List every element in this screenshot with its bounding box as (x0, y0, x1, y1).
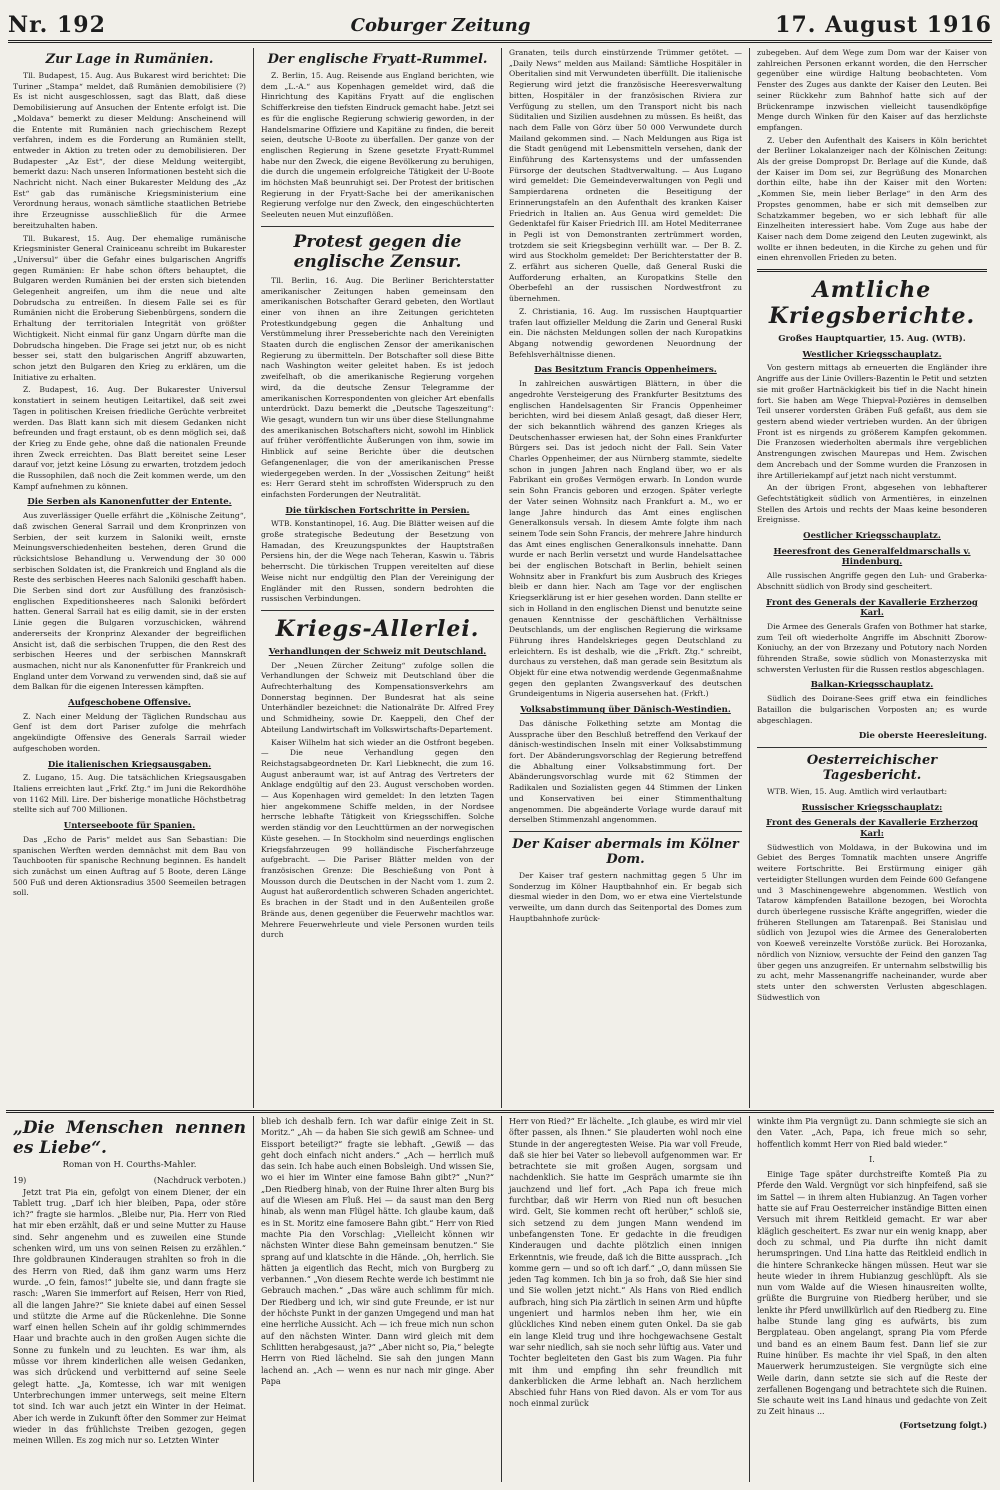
article-text: Die Armee des Generals Grafen von Bothmer hat starke, zum Teil oft wiederholte Angriffe im Abschnitt Zborow-Koniuchy, an der von Brzezany und Potutory nach Norden führenden Straße, sowie südlich von Monasterzyska mit schwersten Verlusten für die Russen restlos abgeschlagen. (757, 621, 987, 674)
serial-column-2 (254, 1116, 502, 1482)
article-text: Der „Neuen Zürcher Zeitung“ zufolge sollen die Verhandlungen der Schweiz mit Deutschland über die Aufrechterhaltung des Kompensationsverkehrs am Donnerstag beginnen. Der Bundesrat hat als seine Unterhändler bezeichnet: die Nationalräte Dr. Alfred Frey und Schmidheiny, sowie Dr. Kaeppeli, den Chef der Abteilung Landwirtschaft im Volkswirtschafts-Departement. (261, 660, 494, 734)
subheading: Front des Generals der Kavallerie Erzherzog Karl. (766, 597, 978, 619)
headline-oesterreichischer-tagesbericht: Oesterreichischer Tagesbericht. (806, 752, 938, 783)
subheading: Westlicher Kriegsschauplatz. (802, 349, 942, 360)
article-text: Das dänische Folkething setzte am Montag die Aussprache über den Beschluß betreffend den Verkauf der dänisch-westindischen Inseln mit einer Volksabstimmung fort. Der Abänderungsvorschlag der Regierung betreffend die Abhaltung einer Volksabstimmung fort. Der Abänderungsvorschlag wurde mit 62 Stimmen der Radikalen und Sozialisten gegen 44 Stimmen der Linken und Konservativen bei einer Stimmenthaltung angenommen. Die abgeänderte Vorlage wurde darauf mit derselben Stimmenzahl angenommen. (509, 718, 742, 825)
subheading: Volksabstimmung über Dänisch-Westindien. (520, 705, 731, 716)
article-text: Z. Christiania, 16. Aug. Im russischen Hauptquartier trafen laut offizieller Meldung die Zarin und General Ruski ein. Die nächsten Meldungen sollen der nach Kuropatkins Abgang notwendig gewordenen Neuordnung der Befehlsverhältnisse dienen. (509, 306, 742, 359)
headline-kaiser-dom: Der Kaiser abermals im Kölner Dom. (512, 836, 739, 867)
serial-number: 19) (13, 1176, 27, 1186)
headline-romania: Zur Lage in Rumänien. (45, 52, 214, 67)
feuilleton-divider (6, 1110, 994, 1113)
article-text: WTB. Konstantinopel, 16. Aug. Die Blätter weisen auf die große strategische Bedeutung der Besetzung von Hamadan, des Kreuzungspunktes der Hauptstraßen Persiens hin, der die Wege nach Teheran, Kaswin u. Täbris beherrscht. Die türkischen Truppen vereitelten auf diese Weise nicht nur endgültig den Plan der Vereinigung der Engländer mit den Russen, sondern bedrohten die russischen Verbindungen. (261, 519, 494, 604)
article-text: Z. Budapest, 16. Aug. Der Bukarester Universul konstatiert in seinem heutigen Leitartikel, daß seit zwei Tagen in politischen Kreisen friedliche Gerüchte verbreitet werden. Das Blatt kann sich mit diesem Gedanken nicht befreunden und fragt erstaunt, ob es denn möglich sei, daß der Krieg zu Ende gehe, ohne daß die nationalen Freunde ihren Zweck erreichten. Das Blatt bereitet seine Leser darauf vor, jetzt keine Lösung zu erwarten, trotzdem jedoch die Russophilen, daß noch die Zeit kommen werde, um den Kampf aufnehmen zu können. (13, 385, 246, 491)
subheading: Unterseeboote für Spanien. (63, 821, 196, 832)
serial-text: Einige Tage später durchstreifte Komteß Pia zu Pferde den Wald. Vergnügt vor sich hinpfeifend, saß sie im Sattel — in ihrem alten Hubianzug. An Tagen vorher hatte sie auf Frau Oesterreicher inständige Bitten einen Versuch mit ihrem Reitkleid gemacht. Er war aber kläglich gescheitert. Es zwar nur ein wenig knapp, aber doch zu schmal, und Pia durfte ihn nicht damit herumspringen. Und Lina hatte das Reitkleid endlich in die hintere Schrankecke hängen müssen. Heut war sie heute wieder in ihrem Hubianzug geschlüpft. Als sie nun vom Walde auf die Wiesen hinausreiten wollte, grüßte die Burgruine von Riedberg herüber, und sie lenkte ihr Pferd unwillkürlich auf den Riedberg zu. Eine halbe Stunde lang ging es aufwärts, bis zum Bergplateau. Oben angelangt, sprang Pia vom Pferde und band es an einem Baum fest. Dann lief sie zur Ruine hinüber. Es machte ihr viel Spaß, in den alten Mauerwerk herumzusteigen. Sie vergnügte sich eine Weile darin, dann setzte sie sich auf die Reste der zerfallenen Bogengang und betrachtete sich die Ruinen. Sie schaute weit ins Land hinaus und gedachte von Zeit zu Zeit hinaus ... (757, 1170, 987, 1417)
headline-kriegs-allerlei: Kriegs-Allerlei. (275, 615, 480, 642)
article-text: Z. Lugano, 15. Aug. Die tatsächlichen Kriegsausgaben Italiens erreichten laut „Frkf. Ztg.“ im Juni die Rekordhöhe von 1162 Mill. Lire. Der bisherige monatliche Höchstbetrag stellte sich auf 700 Millionen. (13, 773, 246, 815)
article-text: Alle russischen Angriffe gegen den Luh- und Graberka-Abschnitt südlich von Brody sind gescheitert. (757, 571, 987, 591)
article-text: Z. Ueber den Aufenthalt des Kaisers in Köln berichtet der Berliner Lokalanzeiger nach der Kölnischen Zeitung: Als der greise Dompropst Dr. Berlage auf die Kunde, daß der Kaiser im Dom sei, zur Begrüßung des Monarchen dorthin eilte, habe ihn der Kaiser mit den Worten: „Kommen Sie, mein lieber Berlage“ in den Arm des Propstes genommen, habe er sich mit demselben zur Schatzkammer begeben, wo er sich lebhaft für alle Einzelheiten interessiert habe. Vom Zuge aus habe der Kaiser nach dem Dome zeigend den Leuten zugewinkt, als wollte er ihnen bedeuten, in die Kirche zu gehen und für einen ehrenvollen Frieden zu beten. (757, 135, 987, 263)
issue-number: Nr. 192 (8, 12, 106, 38)
copyright-note: (Nachdruck verboten.) (153, 1176, 246, 1186)
article-text: In zahlreichen auswärtigen Blättern, in über die angedrohte Versteigerung des Frankfurter Besitztums des englischen Handelsagenten Sir Francis Oppenheimer berichten, wird bei diesem Anlaß gesagt, daß dieser Herr, der sich bekanntlich während des ganzen Krieges als Deutschenhasser erwiesen hat, der Sohn eines Frankfurter Bürgers sei. Das ist jedoch nicht der Fall. Sein Vater Charles Oppenheimer, der aus Nürnberg stammte, siedelte schon in jungen Jahren nach England über, wo er als Fabrikant ein großes Vermögen erwarb. In London wurde sein Sohn Francis geboren und erzogen. Später verlegte der Vater seinen Wohnsitz nach Frankfurt a. M., wo er lange Jahre hindurch das Amt eines englischen Generalkonsuls versah. In diesem Amte folgte ihm nach seinem Tode sein Sohn Francis, der mehrere Jahre hindurch das Amt eines englischen Generalkonsuls innehatte. Dann wurde er nach Berlin versetzt und wurde Handelsattachee bei der englischen Botschaft in Berlin, behielt seinen Wohnsitz aber in Frankfurt bis zum Ausbruch des Krieges bleib er dann hier. Nach am Tage vor der englischen Kriegserklärung ist er hier gesehen worden. Dann stellte er sich in Holland in den englischen Dienst und benutzte seine genauen Kenntnisse der geschäftlichen Verhältnisse Deutschlands, um der englischen Regierung die wirksame Führung ihres Handelskrieges gegen Deutschland zu erleichtern. Es ist deshalb, wie die „Frkft. Ztg.“ schreibt, durchaus zu verstehen, daß man gerade sein Besitztum als Objekt für eine etwa notwendig werdende Gegenmaßnahme gegen den geplanten Zwangsverkauf des deutschen Grundeigentums in Nigeria ausersehen hat. (Frkft.) (509, 379, 742, 699)
serial-meta (13, 1175, 246, 1186)
article-text: WTB. Wien, 15. Aug. Amtlich wird verlautbart: (767, 786, 948, 796)
divider (757, 269, 987, 272)
column-3 (502, 48, 750, 1108)
article-text: An der übrigen Front, abgesehen von lebhafterer Gefechtstätigkeit südlich von Armentières, in einzelnen Stellen des Artois und rechts der Maas keine besonderen Ereignisse. (757, 483, 987, 525)
serial-text: blieb ich deshalb fern. Ich war dafür einige Zeit in St. Moritz.“ „Ah — da haben Sie sich gewiß am Schnee- und Eissport beteiligt?“ fragte sie lebhaft. „Gewiß — das geht doch einfach nicht anders.“ „Ach — herrlich muß das sein. Ich habe auch einen Bobsleigh. Und wissen Sie, wo ei hier im Winter eine famose Bahn gibt?“ „Nun?“ „Den Riedberg hinab, von der Ruine Ihrer alten Burg bis auf die Wiesen am Fluß. Hei — da saust man den Berg hinab, als wenn man Flügel hätte. Ich glaube kaum, daß es in St. Moritz eine famosere Bahn gibt.“ Herr von Ried machte Pia den Vorschlag: „Vielleicht können wir nächsten Winter diese Bahn gemeinsam benutzen.“ Sie sprang auf und klatschte in die Hände. „Oh, herrlich. Sie hätten ja eigentlich das Recht, mich von Burgberg zu verbannen.“ „Von diesem Rechte werde ich bestimmt nie Gebrauch machen.“ „Das wäre auch schlimm für mich. Der Riedberg und ich, wir sind gute Freunde, er ist nur der höchste Punkt in der ganzen Umgegend und man hat eine herrliche Aussicht. Ach — ich freue mich nun schon auf den nächsten Winter. Dann wird gleich mit dem Schlitten herabgesaust, ja?“ „Aber nicht so, Pia,“ belegte Herrn von Ried lächelnd. Sie sah den jungen Mann lachend an. „Ach — wenn es nur nach mir ginge. Aber Papa (261, 1117, 494, 1386)
article-text: Z. Berlin, 15. Aug. Reisende aus England berichten, wie dem „L.-A.“ aus Kopenhagen gemeldet wird, daß die Hinrichtung des Kapitäns Fryatt auf die englischen Schifferkreise den tiefsten Eindruck gemacht habe. Jetzt sei es für die englische Regierung schwierig geworden, in der Handelsmarine Offiziere und Kapitäne zu finden, die bereit seien, deutsche U-Boote zu überfallen. Der ganze von der englischen Regierung in Szene gesetzte Fryatt-Rummel habe nur den Zweck, die eigene Bevölkerung zu beruhigen, die durch die ungemein erfolgreiche Tätigkeit der U-Boote im höchsten Maß beunruhigt sei. Der Protest der britischen Regierung in der Fryatt-Sache bei der amerikanischen Regierung verfolge nur den Zweck, den eingeschüchterten Seeleuten neuen Mut einzuflößen. (261, 71, 494, 220)
subheading: Balkan-Kriegsschauplatz. (810, 680, 934, 691)
chapter-number: I. (869, 1154, 875, 1164)
subheading: Heeresfront des Generalfeldmarschalls v. Hindenburg. (773, 546, 971, 568)
serial-column-3 (502, 1116, 750, 1482)
serial-text: Herr von Ried?“ Er lächelte. „Ich glaube, es wird mir viel öfter passen, als Ihnen.“ Sie plauderten wohl noch eine Stunde in der angeregtesten Weise. Pia war voll Freude, daß sie hier bei Vater so liebevoll aufgenommen war. Er betrachtete sie mit großen Augen, sorgsam und nachdenklich. Sie hatte im Gespräch umarmte sie ihn jauchzend und lief fort. „Ach Papa ich freue mich furchtbar, daß wir Herrn von Ried nun oft besuchen wird. Gelt, Sie kommen recht oft herüber,“ schloß sie, sich setzend zu dem jungen Mann wendend im unbefangensten Tone. Er gedachte in die freudigen Kinderaugen und dachte plötzlich einen innigen Erkenntnis, wie freude, daß ich die Bitte aussprach. „Ich komme gern — und so oft ich darf.“ „O, dann müssen Sie jeden Tag kommen. Ich bin ja so froh, daß Sie hier sind und Sie wollen jetzt nicht.“ Als Hans von Ried endlich aufbrach, hing sich Pia zärtlich in seinen Arm und hüpfte ungeniert und harmlos neben ihm her, wie ein glückliches Kind neben einem guten Onkel. Da sie gab ein lange Kleid trug und ihre hochgewachsene Gestalt war sehr niedlich, sah sie noch sehr lüftig aus. Vater und Tochter begleiteten den Gast bis zum Wagen. Pia fuhr mit ihm und empfing ihn sehr freundlich mit dankerblicken die Arme lebhaft an. Nach herzlichem Abschied fuhr Hans von Ried davon. Als er vom Tor aus noch einmal zurück (509, 1117, 742, 1409)
headline-censorship: Protest gegen die englische Zensur. (293, 231, 462, 272)
serial-column-4 (750, 1116, 994, 1482)
continuation-note: (Fortsetzung folgt.) (899, 1419, 987, 1430)
article-text: Tll. Budapest, 15. Aug. Aus Bukarest wird berichtet: Die Turiner „Stampa“ meldet, daß Rumänien demobilisiere (?) Es ist nicht ausgeschlossen, sagt das Blatt, daß diese Demobilisierung auf Ansuchen der Entente erfolgt ist. Die „Moldava“ bemerkt zu dieser Meldung: Anscheinend will die Entente mit Rumänien nach griechischem Rezept verfahren, indem es die Forderung an Rumänien stellt, entweder in Aktion zu treten oder zu demobilisieren. Der Budapester „Az Est“, der diese Meldung weitergibt, bemerkt dazu: Nach unseren Informationen besteht sich die Nachricht nicht. Nach einer Bukarester Meldung des „Az Est“ gab das rumänische Kriegsministerium eine Verordnung heraus, wonach sämtliche staatlichen Betriebe ihre Erzeugnisse ausschließlich für die Armee bereitzuhalten haben. (13, 71, 246, 230)
masthead (8, 10, 992, 43)
signature: Die oberste Heeresleitung. (858, 731, 987, 742)
article-text: Südlich des Doirane-Sees griff etwa ein feindliches Bataillon die bulgarischen Vorposten an; es wurde abgeschlagen. (757, 694, 987, 725)
feuilleton-section (6, 1116, 994, 1482)
article-text: Von gestern mittags ab erneuerten die Engländer ihre Angriffe aus der Linie Ovillers-Bazentin le Petit und setzten sie mit großer Hartnäckigkeit bis tief in die Nacht hinein fort. Sie haben am Wege Thiepval-Pozières in demselben Teil unserer vordersten Gräben Fuß gefaßt, aus dem sie gestern abend wieder vertrieben wurden. An der übrigen Front ist es nirgends zu größerem Kampfen gekommen. Die Franzosen wiederholten abermals ihre vergeblichen Anstrengungen zwischen Maurepas und Hem. Zwischen dem Ancrebach und der Somme wurden die Franzosen in ihre Artilleriekampf auf jetzt nach nicht verstummt. (757, 363, 987, 480)
subheading: Aufgeschobene Offensive. (68, 698, 191, 709)
article-text: Aus zuverlässiger Quelle erfährt die „Kölnische Zeitung“, daß zwischen General Sarrail und dem Kronprinzen von Serbien, der seit kurzem in Saloniki weilt, ernste Meinungsverschiedenheiten bestehen, deren Grund die rücksichtslose Behandlung u. Verwendung der 30 000 serbischen Soldaten ist, die Frankreich und England als die Reste des serbischen Heeres nach Saloniki geschafft haben. Die Serben sind dort zur Ausfüllung des französisch-englischen Expeditionsheeres nach Saloniki befördert hatten. General Sarrail hat es eilig damit, sie in der ersten Linie gegen die Bulgaren vorzuschicken, während andererseits der Kronprinz Alexander der begreiflichen Ansicht ist, daß die serbischen Truppen, die den Rest des serbischen Heeres und der serbischen Mannskraft ausmachen, nicht nur als Kanonenfutter für Frankreich und England unter dem Vorwand zu verwenden sind, daß sie auf dem Balkan für die eigenen Interessen kämpften. (13, 511, 246, 692)
subheading: Russischer Kriegsschauplatz: (801, 802, 943, 813)
headline-fryatt: Der englische Fryatt-Rummel. (267, 52, 488, 67)
article-text: Der Kaiser traf gestern nachmittag gegen 5 Uhr im Sonderzug im Kölner Hauptbahnhof ein. Er begab sich diesmal wieder in den Dom, wo er etwa eine Viertelstunde verweilte, um dann durch das Seitenportal des Domes zum Hauptbahnhofe zurück- (509, 870, 742, 923)
subheading: Die italienischen Kriegsausgaben. (47, 759, 212, 770)
serial-text: winkte ihm Pia vergnügt zu. Dann schmiegte sie sich an den Vater. „Ach, Papa, ich freue mich so sehr, hoffentlich kommt Herr von Ried bald wieder.“ (757, 1117, 987, 1149)
subheading: Die Serben als Kanonenfutter der Entente. (27, 497, 232, 508)
article-text: Z. Nach einer Meldung der Täglichen Rundschau aus Genf ist dem dort Pariser zufolge die mehrfach angekündigte Offensive des Generals Sarrail wieder aufgeschoben worden. (13, 711, 246, 753)
article-text: zubegeben. Auf dem Wege zum Dom war der Kaiser von zahlreichen Personen erkannt worden, die den Herrscher gegenüber eine würdige Haltung beobachteten. Vom Fenster des Zuges aus dankte der Kaiser den Leuten. Bei seiner Rückkehr zum Bahnhof hatte sich auf der Brückenrampe inzwischen vielleicht tausendköpfige Menge durch Winken für den Kaiser auf das herzlichste empfangen. (757, 48, 987, 132)
article-text: Granaten, teils durch einstürzende Trümmer getötet. — „Daily News“ melden aus Mailand: Sämtliche Hospitäler in Oberitalien sind mit Verwundeten überfüllt. Die italienische Regierung wird jetzt die französische Heeresverwaltung bitten, Hospitäler in der französischen Riviera zur Verfügung zu stellen, um den Transport nicht bis nach Süditalien und Sizilien ausdehnen zu müssen. Es heißt, das nach dem Falle von Görz über 50 000 Verwundete durch Mailand gekommen sind. — Nach Meldungen aus Riga ist die Stadt genügend mit Lebensmitteln versehen, dank der Einführung des Kartensystems und der umfassenden Fürsorge der deutschen Stadtverwaltung. — Aus Lugano wird gemeldet: Die Gemeindeverwaltungen von Pegli und Sampierdarena ordneten die Beseitigung der Erinnerungstafeln an den Aufenthalt des kranken Kaiser Friedrich in Italien an. Aus Genua wird gemeldet: Die Gedenktafel für Kaiser Friedrich III. am Hotel Mediterranee in Pegli ist von Demonstranten zertrümmert worden, trotzdem sie seit Kriegsbeginn verhüllt war. — Der B. Z. wird aus Stockholm gemeldet: Der Berichterstatter der B. Z. erfährt aus sicheren Quelle, daß General Ruski die Aufforderung erhalten, an Kuropatkins Stelle den Oberbefehl an der russischen Nordwestfront zu übernehmen. (509, 48, 742, 304)
divider (261, 610, 494, 611)
serial-title: „Die Menschen nennen es Liebe“. (13, 1118, 246, 1158)
headline-amtliche-kriegsberichte: Amtliche Kriegsberichte. (768, 277, 976, 330)
issue-date: 17. August 1916 (775, 12, 992, 38)
article-text: Tll. Berlin, 16. Aug. Die Berliner Berichterstatter amerikanischer Zeitungen haben gemeinsam den amerikanischen Botschafter Gerard gebeten, den Wortlaut einer von ihnen an ihre Zeitungen gerichteten Protestkundgebung gegen die Anhaltung und Verstümmelung ihrer Presseberichte nach den Vereinigten Staaten durch die englischen Zensor der amerikanischen Regierung zu übermitteln. Der Botschafter soll diese Bitte nach Washington weiter geleitet haben. Es ist jedoch zweifelhaft, ob die amerikanische Regierung vorgehen wird, da die deutsche Zensur Telegramme der amerikanischen Korrespondenten von gleicher Art ebenfalls unterdrückt. Dazu bemerkt die „Deutsche Tageszeitung“: Wie gesagt, wundern tun wir uns über diese Stellungnahme des amerikanischen Botschafters nicht, sowohl im Hinblick auf früher veröffentlichte Äußerungen von ihm, sowie im Hinblick auf seine Berichte über die deutschen Gefangenenlager, die von der amerikanischen Presse wiedergegeben werden. In der „Vossischen Zeitung“ heißt es: Herr Gerard steht im schroffsten Widerspruch zu den einfachsten Forderungen der Neutralität. (261, 275, 494, 499)
subheading: Verhandlungen der Schweiz mit Deutschland. (268, 646, 487, 657)
subheading: Front des Generals der Kavallerie Erzherzog Karl: (766, 818, 978, 840)
subheading: Oestlicher Kriegsschauplatz. (803, 531, 941, 542)
column-2 (254, 48, 502, 1108)
article-text: Das „Echo de Paris“ meldet aus San Sebastian: Die spanischen Werften werden demnächst mit dem Bau von Tauchbooten für spanische Rechnung beginnen. Es handelt sich zunächst um einen Auftrag auf 5 Boote, deren Länge 500 Fuß und deren Aktionsradius 3500 Seemeilen betragen soll. (13, 834, 246, 898)
divider (757, 747, 987, 748)
column-4 (750, 48, 994, 1108)
newspaper-name: Coburger Zeitung (350, 14, 531, 36)
serial-text: Jetzt trat Pia ein, gefolgt von einem Diener, der ein Tablett trug. „Darf ich hier bleiben, Papa, oder störe ich?“ fragte sie harmlos. „Bleibe nur, Pia. Herr von Ried hat mir eben erzählt, daß er und seine Mutter zu Hause sind. Sehr angenehm und es zuweilen eine Stunde schenken wird, um uns von seinen Reisen zu erzählen.“ Ihre goldbraunen Kinderaugen strahlten so froh in die des Herrn von Ried, daß ihm ganz warm ums Herz wurde. „O fein, famos!“ jubelte sie, und dann fragte sie rasch: „Waren Sie immerfort auf Reisen, Herr von Ried, all die langen Jahre?“ Sie kniete dabei auf einen Sessel und stützte die Arme auf die Rückenlehne. Die Sonne warf einen hellen Schein auf ihr goldig schimmerndes Haar und brachte auch in den großen Augen sichte die Sonne zu funkeln und zu leuchten. Es war ihm, als müsse vor ihrem kinderlichen alle weisen Gedanken, was sich drückend und verbitternd auf seine Seele gelegt hatte. „Ja, Komtesse, ich war mit wenigen Unterbrechungen immer unterwegs, seit meine Eltern tot sind. Ich war auch jetzt ein Winter in der Heimat. Aber ich werde in Zukunft öfter den Sommer zur Heimat wieder in das frühlichste Treiben gezogen, gegen meinen Willen. Es zog mich nur so. Letzten Winter (13, 1187, 246, 1446)
article-text: Südwestlich von Moldawa, in der Bukowina und im Gebiet des Berges Tomnatik machten unsere Angriffe weitere Fortschritte. Bei Erstürmung einiger gäh verteidigter Stellungen wurden dem Feinde 600 Gefangene und 3 Maschinengewehre abgenommen. Westlich von Tatarow kämpfenden Bataillone bezogen, bei Worochta durch überlegene russische Kräfte angegriffen, wieder die früheren Stellungen am Tatarenpaß. Bei Stanislau und südlich von Jezupol wies die Armee des Generaloberten von Koeweß vereinzelte Vorstöße zurück. Bei Horozanka, nördlich von Nizniow, versuchte der Feind den ganzen Tag über gegen uns anzugreifen. Er unternahm selbstwillig bis zu acht, mehr Massenangriffe nacheinander, wurde aber stets unter den schwersten Verlusten abgeschlagen. Südwestlich von (757, 842, 987, 1002)
column-1 (6, 48, 254, 1108)
subheading: Die türkischen Fortschritte in Persien. (285, 505, 470, 516)
article-text: Tll. Bukarest, 15. Aug. Der ehemalige rumänische Kriegsminister General Crainiceanu schreibt im Bukarester „Universul“ über die Gefahr eines bulgarischen Angriffs gegen Rumänien: Er habe schon öfters behauptet, die Bulgaren werden Rumänien bei der ersten sich bietenden Gelegenheit angreifen, um ihm die neue und alte Dobrudscha zu entreißen. In diesem Falle sei es für Rumänien nicht die Eroberung Siebenbürgens, sondern die Erhaltung der territorialen Integrität von größter Wichtigkeit. Nicht einmal für ganz Ungarn dürfte man die Dobrudscha hingeben. Die Frage sei jetzt nur, ob es nicht besser sei, statt den bulgarischen Angriff abzuwarten, schon jetzt den Bulgaren den Krieg zu erklären, um die Initiative zu erhalten. (13, 233, 246, 382)
divider (509, 831, 742, 832)
article-text: Kaiser Wilhelm hat sich wieder an die Ostfront begeben. — Die neue Verhandlung gegen den Reichstagsabgeordneten Dr. Karl Liebknecht, die zum 16. August anberaumt war, ist auf Antrag des Vertreters der Anklage endgültig auf den 23. August verschoben worden. — Aus Kopenhagen wird gemeldet: In den letzten Tagen hier angekommene Schiffe melden, in der Nordsee herrsche lebhafte Tätigkeit von Kriegsschiffen. Solche werden ständig vor den Leuchttürmen an der norwegischen Küste gesehen. — In Stockholm sind neuerdings englischen Kriegsfahrzeugen 99 holländische Fischerfahrzeuge aufgebracht. — Die Pariser Blätter melden von der französischen Grenze: Die Beschießung von Pont à Mousson durch die Deutschen in der Nacht vom 1. zum 2. August hat außerordentlich schweren Schaden angerichtet. Es brachen in der Stadt und in den Außenteilen große Brände aus, denen gegenüber die Feuerwehr machtlos war. Mehrere Feuerwehrleute und viele Personen wurden teils durch (261, 737, 494, 940)
subheading: Das Besitztum Francis Oppenheimers. (534, 365, 717, 376)
divider (261, 226, 494, 227)
dateline: Großes Hauptquartier, 15. Aug. (WTB). (778, 334, 966, 345)
serial-column-1 (6, 1116, 254, 1482)
serial-author: Roman von H. Courths-Mahler. (62, 1160, 197, 1170)
news-section (6, 48, 994, 1108)
